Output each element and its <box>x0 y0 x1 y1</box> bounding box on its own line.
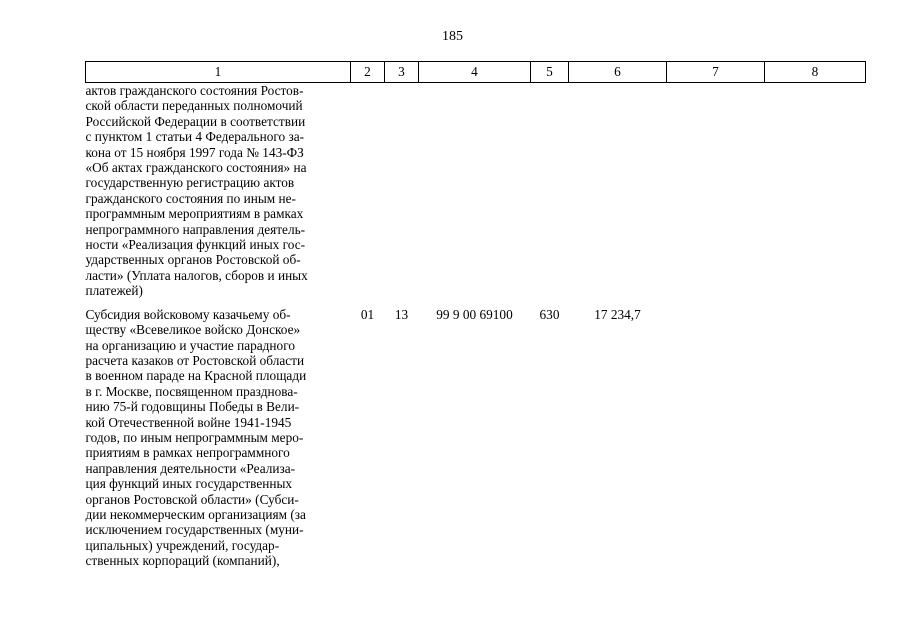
amount-col7 <box>667 83 765 299</box>
description-line: Субсидия войсковому казачьему об- <box>85 306 291 322</box>
header-row <box>86 62 866 83</box>
description-line: кой Отечественной войне 1941-1945 <box>85 414 292 430</box>
column-header-6: 6 <box>569 62 667 83</box>
description-line: Российской Федерации в соответствии <box>85 113 306 129</box>
section-code <box>351 83 385 299</box>
target-article-code <box>419 83 531 299</box>
description-line: приятиям в рамках непрограммного <box>85 445 290 461</box>
page-number: 185 <box>442 29 463 44</box>
column-header-4: 4 <box>419 62 531 83</box>
amount-col8 <box>765 83 866 299</box>
description-line: гражданского состояния по иным не- <box>85 190 296 206</box>
column-header-5: 5 <box>531 62 569 83</box>
description-line: направления деятельности «Реализа- <box>85 460 296 476</box>
row-description <box>86 299 351 569</box>
description-line: ция функций иных государственных <box>85 476 293 492</box>
row-description <box>86 83 351 299</box>
expense-type-code: 630 <box>539 306 560 322</box>
amount-col8 <box>765 299 866 569</box>
column-header-1: 1 <box>86 62 351 83</box>
description-line: дии некоммерческим организациям (за <box>85 506 306 522</box>
amount-col7 <box>667 299 765 569</box>
target-article-code: 99 9 00 69100 <box>436 306 513 322</box>
description-line: расчета казаков от Ростовской области <box>85 352 305 368</box>
description-line: исключением государственных (муни- <box>85 522 304 538</box>
column-header-8: 8 <box>765 62 866 83</box>
amount-col6 <box>569 83 667 299</box>
column-header-2: 2 <box>351 62 385 83</box>
description-line: платежей) <box>85 283 143 299</box>
description-line: ности «Реализация функций иных гос- <box>85 237 306 253</box>
description-line: «Об актах гражданского состояния» на <box>85 160 307 176</box>
description-line: ударственных органов Ростовской об- <box>85 252 301 268</box>
subsection-code <box>385 83 419 299</box>
description-line: непрограммного направления деятель- <box>85 221 306 237</box>
description-line: ществу «Всевеликое войско Донское» <box>85 322 301 338</box>
description-line: в г. Москве, посвященном празднова- <box>85 383 298 399</box>
description-line: программным мероприятиям в рамках <box>85 206 304 222</box>
description-line: ласти» (Уплата налогов, сборов и иных <box>85 267 308 283</box>
column-header-7: 7 <box>667 62 765 83</box>
expense-type-code <box>531 83 569 299</box>
table-row <box>86 299 866 569</box>
description-line: в военном параде на Красной площади <box>85 368 307 384</box>
description-line: кона от 15 ноября 1997 года № 143-ФЗ <box>85 144 304 160</box>
description-line: годов, по иным непрограммным меро- <box>85 429 304 445</box>
section-code: 01 <box>360 306 375 322</box>
table-row <box>86 83 866 299</box>
column-header-3: 3 <box>385 62 419 83</box>
description-line: ственных корпораций (компаний), <box>85 553 280 569</box>
budget-table <box>85 61 866 569</box>
description-line: ской области переданных полномочий <box>85 98 303 114</box>
description-line: с пунктом 1 статьи 4 Федерального за- <box>85 129 305 145</box>
subsection-code: 13 <box>394 306 409 322</box>
description-line: актов гражданского состояния Ростов- <box>85 83 304 98</box>
description-line: органов Ростовской области» (Субси- <box>85 491 299 507</box>
description-line: государственную регистрацию актов <box>85 175 295 191</box>
description-line: ципальных) учреждений, государ- <box>85 537 280 553</box>
description-line: нию 75-й годовщины Победы в Вели- <box>85 399 300 415</box>
amount-col6: 17 234,7 <box>594 306 641 322</box>
description-line: на организацию и участие парадного <box>85 337 295 353</box>
